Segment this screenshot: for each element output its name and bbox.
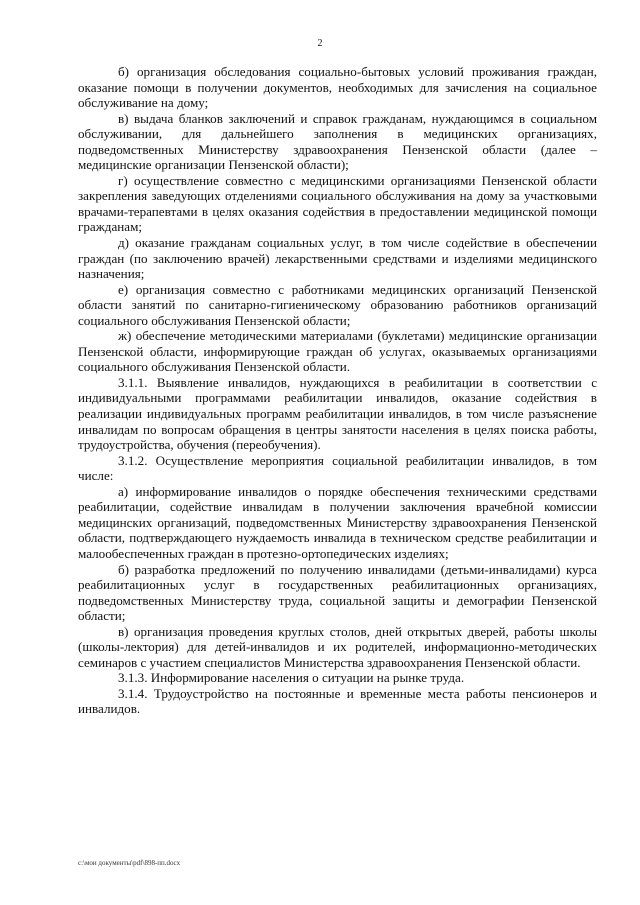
paragraph-3-1-2: 3.1.2. Осуществление мероприятия социальной реабилитации инвалидов, в том числе: (78, 452, 597, 484)
paragraph-g-assignment: г) осуществление совместно с медицинскими организациями Пензенской области закрепления заведующих отделениями социального обслуживания на дому за участковыми врачами-терапевтами в целях оказания содействия в предоставлении медицинской помощи гражданам; (78, 172, 597, 235)
paragraph-b-survey: б) организация обследования социально-бытовых условий проживания граждан, оказание помощи в получении документов, необходимых для зачисления на социальное обслуживание на дому; (78, 64, 597, 111)
paragraph-e-hygiene-training: е) организация совместно с работниками медицинских организаций Пензенской области занятий по санитарно-гигиеническому образованию работников организаций социального обслуживания Пензенской области; (78, 281, 597, 328)
paragraph-b-proposals: б) разработка предложений по получению инвалидами (детьми-инвалидами) курса реабилитационных услуг в государственных реабилитационных организациях, подведомственных Министерству труда, социальной защиты и демографии Пензенской области; (78, 561, 597, 624)
paragraph-v-round-tables: в) организация проведения круглых столов, дней открытых дверей, работы школы (школы-лектория) для детей-инвалидов и их родителей, информационно-методических семинаров с участием специалистов Министерства здравоохранения Пензенской области. (78, 623, 597, 670)
footer-file-path: c:\мои документы\pdf\898-пп.docx (78, 859, 181, 867)
paragraph-3-1-4: 3.1.4. Трудоустройство на постоянные и временные места работы пенсионеров и инвалидов. (78, 685, 597, 717)
paragraph-d-social-services: д) оказание гражданам социальных услуг, в том числе содействие в обеспечении граждан (по заключению врачей) лекарственными средствами и изделиями медицинского назначения; (78, 235, 597, 282)
page-number: 2 (317, 38, 323, 49)
paragraph-3-1-1: 3.1.1. Выявление инвалидов, нуждающихся в реабилитации в соответствии с индивидуальными программами реабилитации инвалидов, оказание содействия в реализации индивидуальных программ реабилитации инвалидов, в том числе разъяснение инвалидам по вопросам обращения в центры занятости населения в целях поиска работы, трудоустройства, обучения (переобучения). (78, 374, 597, 453)
document-body (78, 64, 597, 717)
paragraph-3-1-3: 3.1.3. Информирование населения о ситуации на рынке труда. (118, 670, 465, 686)
paragraph-zh-booklets: ж) обеспечение методическими материалами (буклетами) медицинские организации Пензенской области, информирующие граждан об услугах, оказываемых организациями социального обслуживания Пензенской области. (78, 328, 597, 375)
paragraph-v-forms: в) выдача бланков заключений и справок гражданам, нуждающимся в социальном обслуживании, для дальнейшего заполнения в медицинских организациях, подведомственных Министерству здравоохранения Пензенской области (далее – медицинские организации Пензенской области); (78, 110, 597, 173)
paragraph-a-informing: а) информирование инвалидов о порядке обеспечения техническими средствами реабилитации, содействие инвалидам в получении заключения врачебной комиссии медицинских организаций, подведомственных Министерству здравоохранения Пензенской области, подтверждающего нуждаемость инвалида в техническом средстве реабилитации и малообеспеченных граждан в протезно-ортопедических изделиях; (78, 483, 597, 561)
